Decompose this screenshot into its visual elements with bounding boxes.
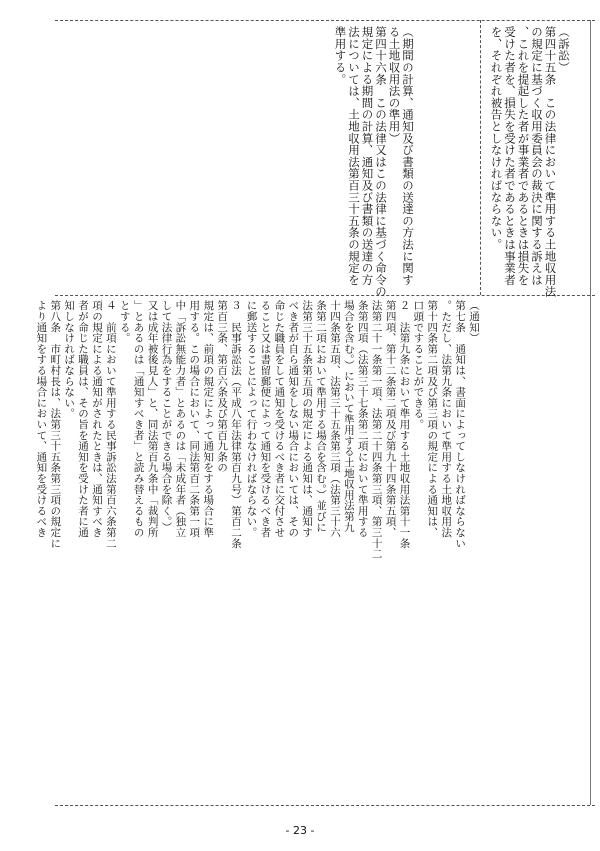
article-line: ４ 前項において準用する民事訴訟法第百六条第二 (104, 300, 117, 549)
article-line: 、これを提起した者が事業者であるときは損失を (516, 26, 531, 286)
article-line: 場合を含む。）において準用する土地収用法第九 (342, 300, 355, 533)
article-line: ２ 法第九条において準用する土地収用法第十一条 (398, 300, 411, 549)
article-line: 規定は、前項の規定によって通知をする場合に準 (202, 300, 215, 538)
article-line: 第七条 通知は、書面によってしなければならない (454, 300, 467, 549)
article-line: の規定に基づく収用委員会の裁決に関する訴えは (530, 26, 544, 286)
article-line: を、それぞれ被告としなければならない。 (489, 26, 504, 251)
article-45-block (489, 26, 571, 298)
article-line: る土地収用法の準用） (387, 26, 402, 144)
article-line: べき者が自ら通知をしない場合においては、その (287, 300, 300, 538)
article-line: とする。 (118, 300, 131, 344)
article-line: 。ただし、法第九条において準用する土地収用法 (440, 300, 453, 538)
article-line: ３ 民事訴訟法（平成八年法律第百九号）第百二条 (230, 300, 242, 549)
article-46-block (333, 26, 415, 298)
article-line: に郵送することによって行わなければならない。 (245, 300, 258, 538)
top-column-divider (480, 20, 481, 295)
article-line: 法第三十五条第五項の規定による通知は、通知す (301, 300, 314, 538)
article-line: 命じた職員をして通知を受けるべき者に交付させ (273, 300, 286, 538)
article-line: 者が命じた職員は、その旨を通知を受けた者に通 (77, 300, 90, 538)
article-line: （期間の計算、通知及び書類の送達の方法に関す (401, 26, 415, 286)
article-line: して法律行為をすることができる場合を除く。） (160, 300, 173, 533)
article-line: ること又は書留郵便によって通知を受けるべき者 (259, 300, 272, 538)
article-line: 第四項、第十二条第二項及び第九十四条第五項、 (384, 300, 397, 538)
right-margin-line (590, 20, 591, 805)
article-line: （訴訟） (557, 26, 571, 74)
article-7-3-block (33, 300, 242, 550)
article-line: 中「訴訟無能力者」とあるのは「未成年者（独立 (174, 300, 187, 538)
article-line: （通知） (468, 300, 480, 344)
article-line: 第百三条、第百六条及び第百九条の (216, 300, 229, 473)
article-line: 第四十五条 この法律において準用する土地収用法 (543, 26, 558, 298)
article-line: 口頭ですることができる。 (412, 300, 425, 430)
article-7-block (244, 300, 480, 560)
article-line: 準用する。 (333, 26, 348, 85)
article-line: 法第二十一条第一項、法第二十四条第三項、第三十二 (370, 300, 383, 560)
article-line: 用する。この場合において、同法第百二条第一項 (188, 300, 201, 538)
article-line: 受けた者を、損失を受けた者であるときは事業者 (503, 26, 517, 286)
top-border (55, 20, 595, 21)
article-line: 第四十六条 この法律又はこの法律に基づく命令の (374, 26, 388, 298)
article-line: 第八条 市町村長は、法第三十五条第三項の規定に (49, 300, 62, 549)
article-line: 十四条第五項、法第三十五条第三項（法第三十六 (328, 300, 341, 538)
article-line: 規定による期間の計算、通知及び書類の送達の方 (360, 26, 375, 286)
bottom-border (55, 805, 595, 806)
article-line: 第十四条第二項及び第三項の規定による通知は、 (426, 300, 439, 538)
page-number: - 23 - (285, 824, 315, 837)
article-line: 」とあるのは「通知すべき者」と読み替えるもの (132, 300, 145, 538)
middle-divider (55, 295, 595, 296)
article-line: 知しなければならない。 (63, 300, 76, 419)
article-line: 項の規定による通知がされたときは、通知すべき (90, 300, 103, 538)
article-line: 条第四項（法第三十七条第二項において準用する (356, 300, 369, 538)
article-line: 法については、土地収用法第百三十五条の規定を (347, 26, 361, 286)
article-line: 条第二項において準用する場合を含む。）並びに (315, 300, 328, 533)
article-line: 又は成年被後見人」と、同法第百九条中「裁判所 (146, 300, 159, 538)
article-line: より通知をする場合において、通知を受けるべき (35, 300, 48, 538)
